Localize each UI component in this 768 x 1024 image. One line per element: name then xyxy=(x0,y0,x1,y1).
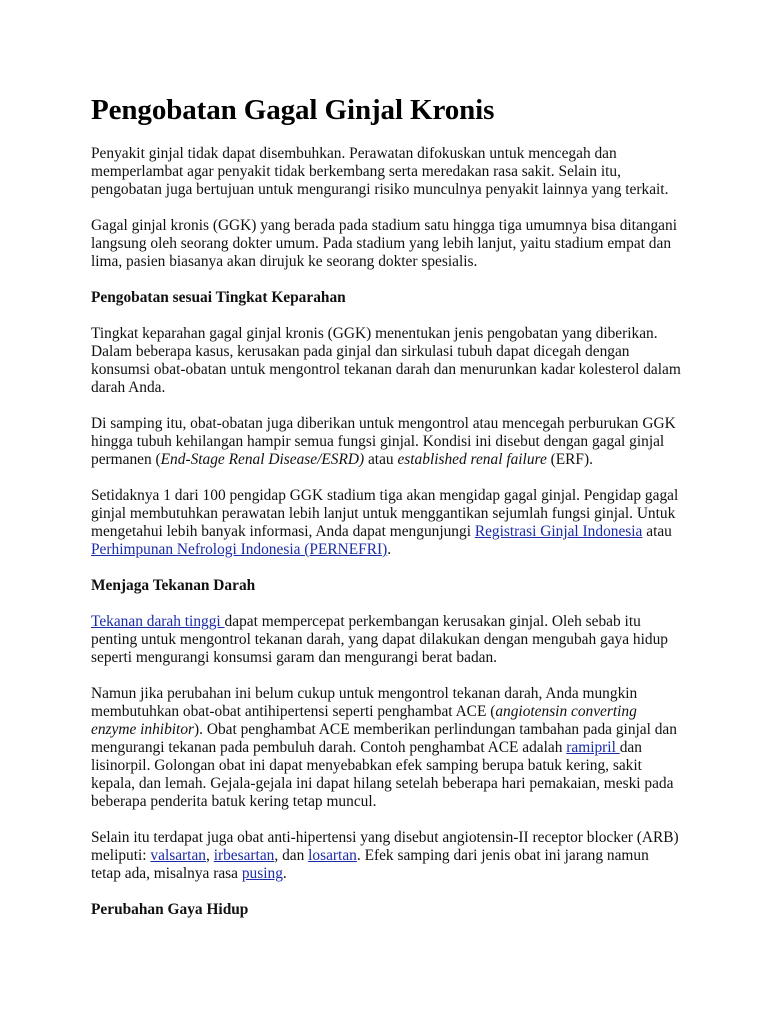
text-span: Namun jika perubahan ini belum cukup untuk mengontrol tekanan darah, Anda mungkin membutuhkan obat-obat antihipertensi seperti penghambat ACE ( xyxy=(91,685,638,720)
emphasis-ace: angiotensin converting enzyme inhibitor xyxy=(91,703,637,738)
emphasis-erf: established renal failure xyxy=(397,451,547,468)
emphasis-esrd: End-Stage Renal Disease/ESRD) xyxy=(160,451,365,468)
text-span: atau xyxy=(642,523,672,540)
section-heading-lifestyle: Perubahan Gaya Hidup xyxy=(91,901,249,918)
blood-pressure-paragraph-3 xyxy=(91,829,681,883)
text-span: dapat mempercepat perkembangan kerusakan ginjal. Oleh sebab itu penting untuk mengontrol tekanan darah, yang dapat dilakukan dengan mengubah gaya hidup seperti mengurangi konsumsi garam dan mengurangi berat badan. xyxy=(91,613,668,666)
text-span: atau xyxy=(364,451,398,468)
severity-paragraph-3 xyxy=(91,487,681,559)
severity-paragraph-1: Tingkat keparahan gagal ginjal kronis (GGK) menentukan jenis pengobatan yang diberikan. Dalam beberapa kasus, kerusakan pada ginjal dan sirkulasi tubuh dapat dicegah dengan konsumsi obat-obatan untuk mengontrol tekanan darah dan menurunkan kadar kolesterol dalam darah Anda. xyxy=(91,325,681,396)
section-heading-severity: Pengobatan sesuai Tingkat Keparahan xyxy=(91,289,346,306)
text-span: Selain itu terdapat juga obat anti-hipertensi yang disebut angiotensin-II receptor blocker (ARB) meliputi: xyxy=(91,829,679,864)
intro-paragraph-2: Gagal ginjal kronis (GGK) yang berada pada stadium satu hingga tiga umumnya bisa ditangani langsung oleh seorang dokter umum. Pada stadium yang lebih lanjut, yaitu stadium empat dan lima, pasien biasanya akan dirujuk ke seorang dokter spesialis. xyxy=(91,217,677,270)
blood-pressure-paragraph-1 xyxy=(91,613,681,667)
link-pernefri[interactable]: Perhimpunan Nefrologi Indonesia (PERNEFRI) xyxy=(91,541,388,558)
text-span: , xyxy=(205,847,214,864)
text-span: . Efek samping dari jenis obat ini jarang namun tetap ada, misalnya rasa xyxy=(91,847,649,882)
text-span: dan lisinorpil. Golongan obat ini dapat menyebabkan efek samping berupa batuk kering, sakit kepala, dan lemah. Gejala-gejala ini dapat hilang setelah beberapa hari pemakaian, meski pada beberapa penderita batuk kering tetap muncul. xyxy=(91,739,674,810)
text-span: , dan xyxy=(274,847,309,864)
link-tekanan-darah-tinggi[interactable]: Tekanan darah tinggi xyxy=(91,613,225,630)
link-pusing[interactable]: pusing xyxy=(241,865,283,882)
text-span: Setidaknya 1 dari 100 pengidap GGK stadium tiga akan mengidap gagal ginjal. Pengidap gagal ginjal membutuhkan perawatan lebih lanjut untuk menggantikan sejumlah fungsi ginjal. Untuk mengetahui lebih banyak informasi, Anda dapat mengunjungi xyxy=(91,487,679,540)
text-span: . xyxy=(282,865,287,882)
text-span: Di samping itu, obat-obatan juga diberikan untuk mengontrol atau mencegah perburukan GGK hingga tubuh kehilangan hampir semua fungsi ginjal. Kondisi ini disebut dengan gagal ginjal permanen ( xyxy=(91,415,676,468)
section-heading-blood-pressure: Menjaga Tekanan Darah xyxy=(91,577,256,594)
link-ramipril[interactable]: ramipril xyxy=(566,739,620,756)
severity-paragraph-2 xyxy=(91,415,681,469)
page-title: Pengobatan Gagal Ginjal Kronis xyxy=(91,94,495,126)
link-valsartan[interactable]: valsartan xyxy=(150,847,206,864)
document-page xyxy=(91,92,681,937)
blood-pressure-paragraph-2 xyxy=(91,685,681,811)
intro-paragraph-1: Penyakit ginjal tidak dapat disembuhkan. Perawatan difokuskan untuk mencegah dan memperlambat agar penyakit tidak berkembang serta meredakan rasa sakit. Selain itu, pengobatan juga bertujuan untuk mengurangi risiko munculnya penyakit lainnya yang terkait. xyxy=(91,145,669,198)
link-irbesartan[interactable]: irbesartan xyxy=(213,847,275,864)
link-registrasi-ginjal[interactable]: Registrasi Ginjal Indonesia xyxy=(474,523,643,540)
text-span: . xyxy=(387,541,392,558)
text-span: (ERF). xyxy=(546,451,593,468)
link-losartan[interactable]: losartan xyxy=(308,847,357,864)
text-span: ). Obat penghambat ACE memberikan perlindungan tambahan pada ginjal dan mengurangi tekanan pada pembuluh darah. Contoh penghambat ACE adalah xyxy=(91,721,677,756)
